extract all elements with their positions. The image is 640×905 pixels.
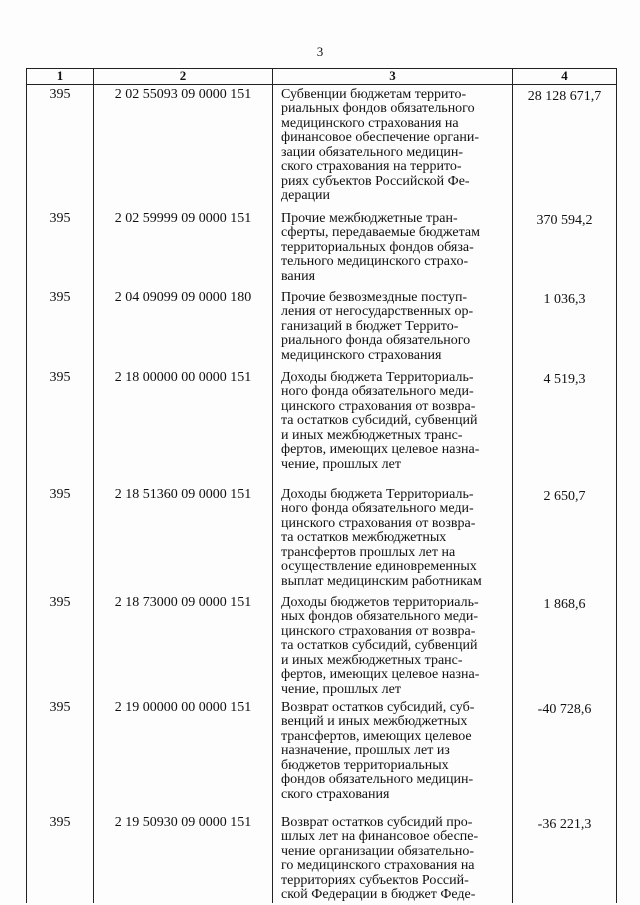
description-cell [273,288,513,368]
description-text: Возврат остатков субсидий про- шлых лет на финансовое обеспе- чение организации обязательно- го медицинского страхования на территориях субъектов Россий- ской Федерации в бюджет Феде- [281,814,479,902]
table-row [27,698,617,813]
description-cell [273,84,513,209]
budget-code-cell: 2 02 55093 09 0000 151 [94,84,273,209]
amount-cell: 4 519,3 [513,368,617,485]
admin-code-cell: 395 [27,593,94,698]
admin-code-cell: 395 [27,813,94,903]
table-row [27,593,617,698]
description-text: Доходы бюджета Территориаль- ного фонда обязательного меди- цинского страхования от возвра- та остатков субсидий, субвенций и иных межбюджетных транс- фертов, имеющих целевое назна- чение, прошлых лет [281,369,480,472]
description-cell [273,698,513,813]
budget-code-cell: 2 18 00000 00 0000 151 [94,368,273,485]
description-cell [273,813,513,903]
table-row [27,813,617,903]
amount-cell: 1 868,6 [513,593,617,698]
amount-cell: -36 221,3 [513,813,617,903]
amount-cell: 28 128 671,7 [513,84,617,209]
description-cell [273,485,513,593]
budget-code-cell: 2 18 51360 09 0000 151 [94,485,273,593]
table-row [27,485,617,593]
header-col-3: 3 [273,69,513,85]
table-row [27,288,617,368]
admin-code-cell: 395 [27,698,94,813]
budget-code-cell: 2 19 50930 09 0000 151 [94,813,273,903]
description-text: Доходы бюджетов территориаль- ных фондов обязательного меди- цинского страхования от возвра- та остатков субсидий, субвенций и иных межбюджетных транс- фертов, имеющих целевое назна- чение, прошлых лет [281,594,480,697]
amount-cell: 2 650,7 [513,485,617,593]
admin-code-cell: 395 [27,288,94,368]
admin-code-cell: 395 [27,209,94,288]
description-text: Прочие межбюджетные тран- сферты, передаваемые бюджетам территориальных фондов обяза- тельного медицинского страхо- вания [281,210,480,284]
description-cell [273,209,513,288]
budget-code-cell: 2 18 73000 09 0000 151 [94,593,273,698]
admin-code-cell: 395 [27,485,94,593]
amount-cell: -40 728,6 [513,698,617,813]
budget-code-cell: 2 19 00000 00 0000 151 [94,698,273,813]
description-cell [273,593,513,698]
description-text: Доходы бюджета Территориаль- ного фонда обязательного меди- цинского страхования от возвра- та остатков межбюджетных трансфертов прошлых лет на осуществление единовременных выплат медицинским работникам [281,486,482,589]
table-header-row [27,69,617,85]
table-row [27,368,617,485]
table-row [27,84,617,209]
header-col-2: 2 [94,69,273,85]
admin-code-cell: 395 [27,368,94,485]
page-number: 3 [316,44,324,59]
description-cell [273,368,513,485]
budget-code-cell: 2 04 09099 09 0000 180 [94,288,273,368]
description-text: Возврат остатков субсидий, суб- венций и иных межбюджетных трансфертов, имеющих целевое назначение, прошлых лет из бюджетов территориальных фондов обязательного медицин- ского страхования [281,699,475,802]
header-col-1: 1 [27,69,94,85]
budget-table [26,68,617,903]
description-text: Прочие безвозмездные поступ- ления от негосударственных ор- ганизаций в бюджет Террито- риального фонда обязательного медицинского страхования [281,289,474,363]
description-text: Субвенции бюджетам террито- риальных фондов обязательного медицинского страхования на финансовое обеспечение органи- зации обязательного медицин- ского страхования на террито- риях субъектов Российской Фе- дерации [281,86,480,203]
amount-cell: 370 594,2 [513,209,617,288]
header-col-4: 4 [513,69,617,85]
table-row [27,209,617,288]
amount-cell: 1 036,3 [513,288,617,368]
admin-code-cell: 395 [27,84,94,209]
budget-code-cell: 2 02 59999 09 0000 151 [94,209,273,288]
